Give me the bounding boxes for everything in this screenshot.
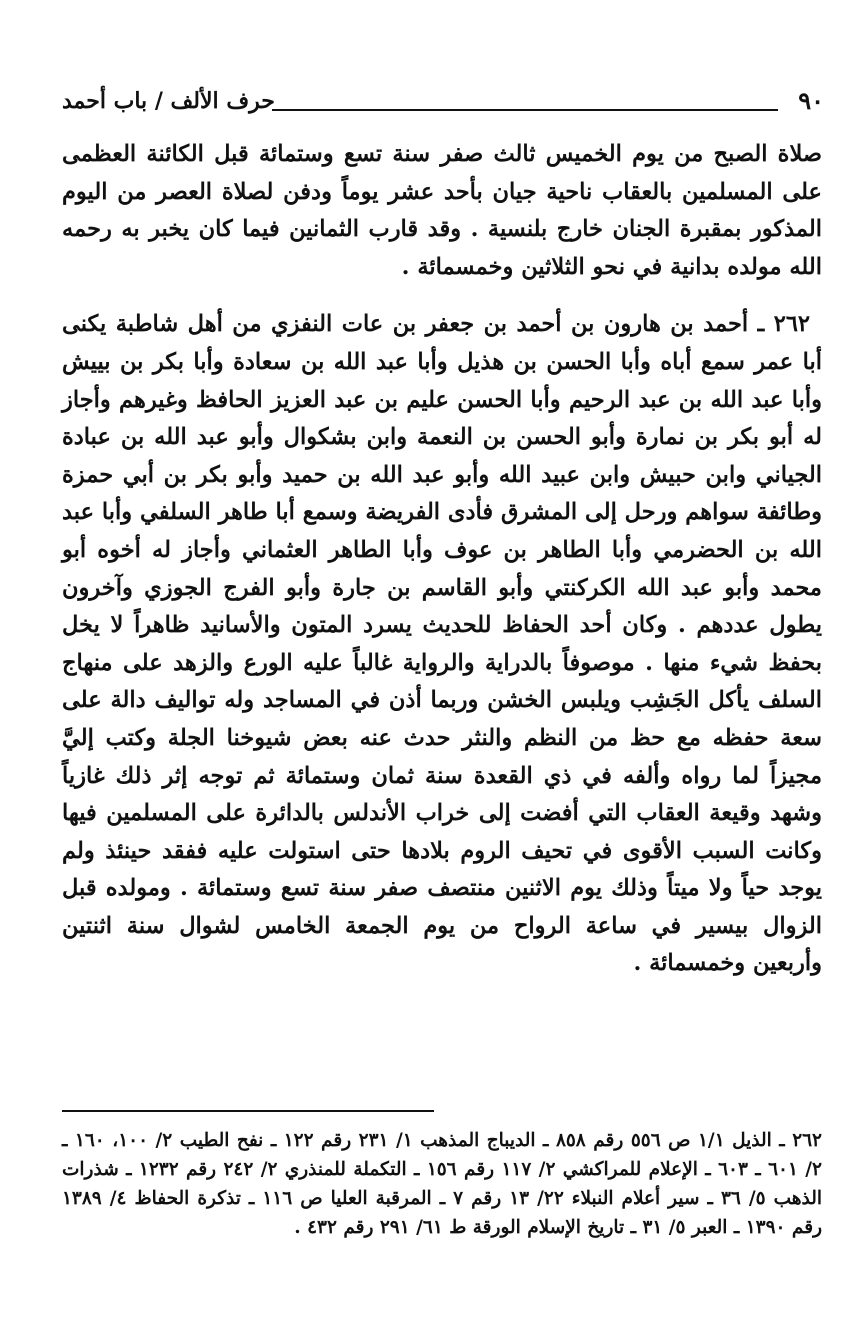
page-number: ٩٠ (798, 86, 824, 115)
footnote-rule (62, 1110, 434, 1112)
main-text (62, 136, 822, 983)
running-title: حرف الألف / باب أحمد (62, 88, 275, 114)
running-header (62, 86, 822, 120)
paragraph-entry-262: ٢٦٢ ـ أحمد بن هارون بن أحمد بن جعفر بن عات النفزي من أهل شاطبة يكنى أبا عمر سمع أباه وأبا الحسن بن هذيل وأبا عبد الله بن سعادة وأبا بكر بن بييش وأبا عبد الله بن عبد الرحيم وأبا الحسن عليم بن عبد العزيز الحافظ وغيرهم وأجاز له أبو بكر بن نمارة وأبو الحسن بن النعمة وابن بشكوال وأبو عبد الله بن عبادة الجياني وابن حبيش وابن عبيد الله وأبو عبد الله بن حميد وأبو بكر بن أبي حمزة وطائفة سواهم ورحل إلى المشرق فأدى الفريضة وسمع أبا طاهر السلفي وأبا عبد الله بن الحضرمي وأبا الطاهر بن عوف وأبا الطاهر العثماني وأجاز له أخوه أبو محمد وأبو عبد الله الكركنتي وأبو القاسم بن جارة وأبو الفرج الجوزي وآخرون يطول عددهم . وكان أحد الحفاظ للحديث يسرد المتون والأسانيد ظاهراً لا يخل بحفظ شيء منها . موصوفاً بالدراية والرواية غالباً عليه الورع والزهد على منهاج السلف يأكل الجَشِب ويلبس الخشن وربما أذن في المساجد وله تواليف دالة على سعة حفظه مع حظ من النظم والنثر حدث عنه بعض شيوخنا الجلة وكتب إليَّ مجيزاً لما رواه وألفه في ذي القعدة سنة ثمان وستمائة ثم توجه إثر ذلك غازياً وشهد وقيعة العقاب التي أفضت إلى خراب الأندلس بالدائرة على المسلمين فيها وكانت السبب الأقوى في تحيف الروم بلادها حتى استولت عليه ففقد حينئذ ولم يوجد حياً ولا ميتاً وذلك يوم الاثنين منتصف صفر سنة تسع وستمائة . ومولده قبل الزوال بيسير في ساعة الرواح من يوم الجمعة الخامس لشوال سنة اثنتين وأربعين وخمسمائة . (62, 311, 822, 977)
book-page (62, 86, 822, 1326)
header-rule (272, 109, 778, 111)
footnotes (62, 1126, 822, 1242)
paragraph-continuation: صلاة الصبح من يوم الخميس ثالث صفر سنة تسع وستمائة قبل الكائنة العظمى على المسلمين بالعقاب ناحية جيان بأحد عشر يوماً ودفن لصلاة العصر من اليوم المذكور بمقبرة الجنان خارج بلنسية . وقد قارب الثمانين فيما كان يخبر به رحمه الله مولده بدانية في نحو الثلاثين وخمسمائة . (62, 141, 822, 280)
footnote-262: ٢٦٢ ـ الذيل ١/١ ص ٥٥٦ رقم ٨٥٨ ـ الديباج المذهب ١/ ٢٣١ رقم ١٢٢ ـ نفح الطيب ٢/ ١٠٠، ١٦٠ ـ ٢/ ٦٠١ ـ ٦٠٣ ـ الإعلام للمراكشي ٢/ ١١٧ رقم ١٥٦ ـ التكملة للمنذري ٢/ ٢٤٢ رقم ١٢٣٢ ـ شذرات الذهب ٥/ ٣٦ ـ سير أعلام النبلاء ٢٢/ ١٣ رقم ٧ ـ المرقبة العليا ص ١١٦ ـ تذكرة الحفاظ ٤/ ١٣٨٩ رقم ١٣٩٠ ـ العبر ٥/ ٣١ ـ تاريخ الإسلام الورقة ط ٦١/ ٢٩١ رقم ٤٣٢ . (62, 1130, 822, 1238)
